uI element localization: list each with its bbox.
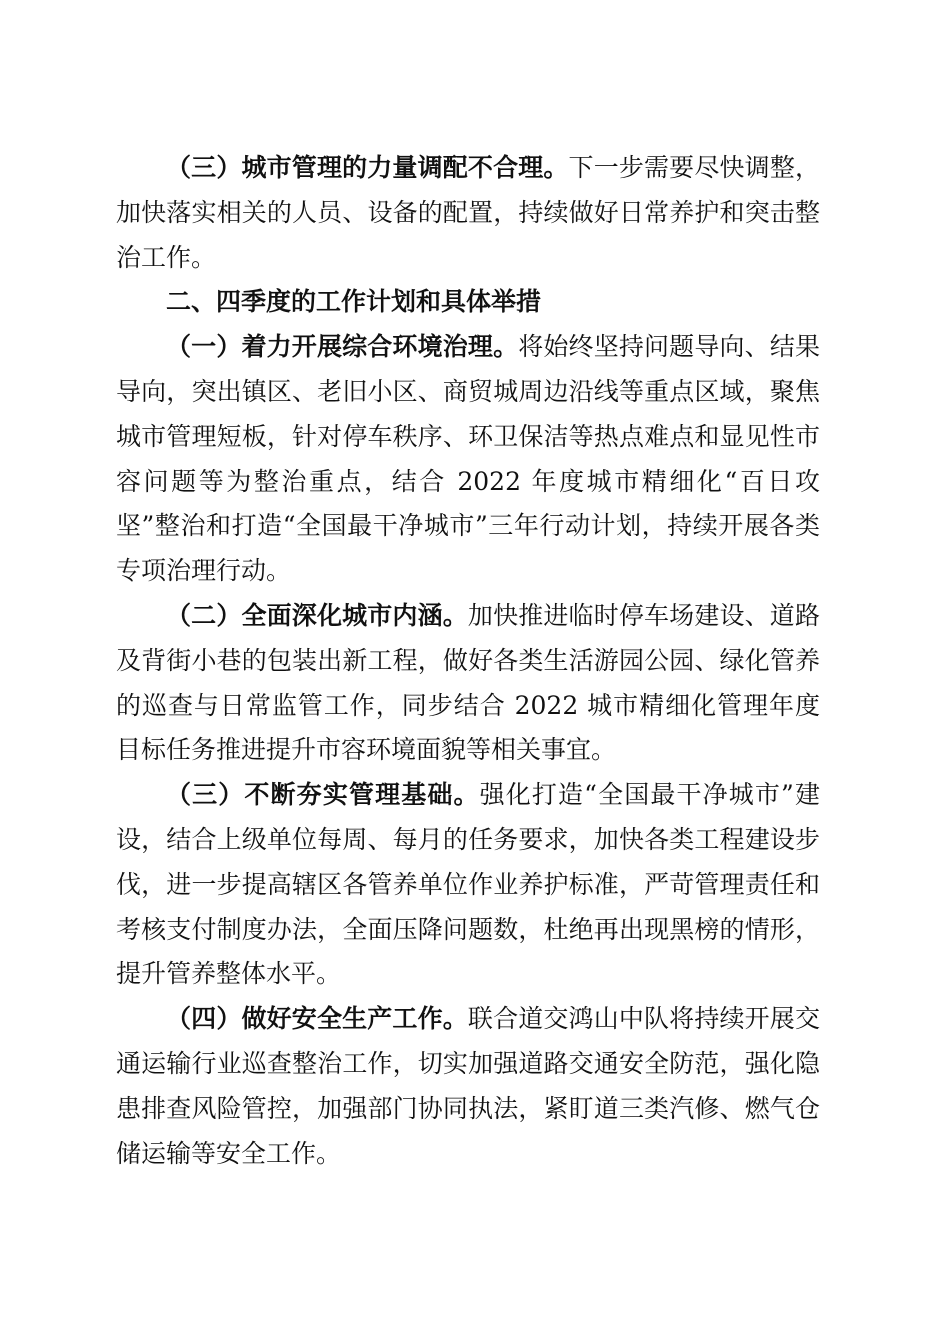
paragraph-body: 联合道交鸿山中队将持续开展交通运输行业巡查整治工作，切实加强道路交通安全防范，强化隐患排查风险管控，加强部门协同执法，紧盯道三类汽修、燃气仓储运输等安全工作。 (116, 1004, 820, 1168)
paragraph-body: 强化打造“全国最干净城市”建设，结合上级单位每周、每月的任务要求，加快各类工程建设步伐，进一步提高辖区各管养单位作业养护标准，严苛管理责任和考核支付制度办法，全面压降问题数，杜绝再出现黑榜的情形，提升管养整体水平。 (116, 780, 820, 989)
paragraph-body: 将始终坚持问题导向、结果导向，突出镇区、老旧小区、商贸城周边沿线等重点区域，聚焦城市管理短板，针对停车秩序、环卫保洁等热点难点和显见性市容问题等为整治重点，结合 2022 年度城市精细化“百日攻坚”整治和打造“全国最干净城市”三年行动计划，持续开展各类专项治理行动。 (116, 332, 820, 586)
paragraph-lead: （三）城市管理的力量调配不合理。 (166, 153, 569, 182)
paragraph-plan-4 (116, 997, 820, 1176)
paragraph-body: 加快推进临时停车场建设、道路及背街小巷的包装出新工程，做好各类生活游园公园、绿化管养的巡查与日常监管工作，同步结合 2022 城市精细化管理年度目标任务推进提升市容环境面貌等相关事宜。 (116, 600, 820, 765)
section-heading: 二、四季度的工作计划和具体举措 (166, 287, 542, 317)
paragraph-problem-3 (116, 146, 820, 280)
paragraph-plan-3 (116, 773, 820, 997)
paragraph-lead: （三）不断夯实管理基础。 (166, 780, 480, 810)
paragraph-plan-2 (116, 594, 820, 773)
paragraph-lead: （二）全面深化城市内涵。 (166, 600, 468, 630)
paragraph-plan-1 (116, 325, 820, 594)
paragraph-body: 下一步需要尽快调整，加快落实相关的人员、设备的配置，持续做好日常养护和突击整治工作。 (116, 153, 820, 272)
paragraph-lead: （四）做好安全生产工作。 (166, 1004, 468, 1034)
paragraph-lead: （一）着力开展综合环境治理。 (166, 332, 519, 362)
